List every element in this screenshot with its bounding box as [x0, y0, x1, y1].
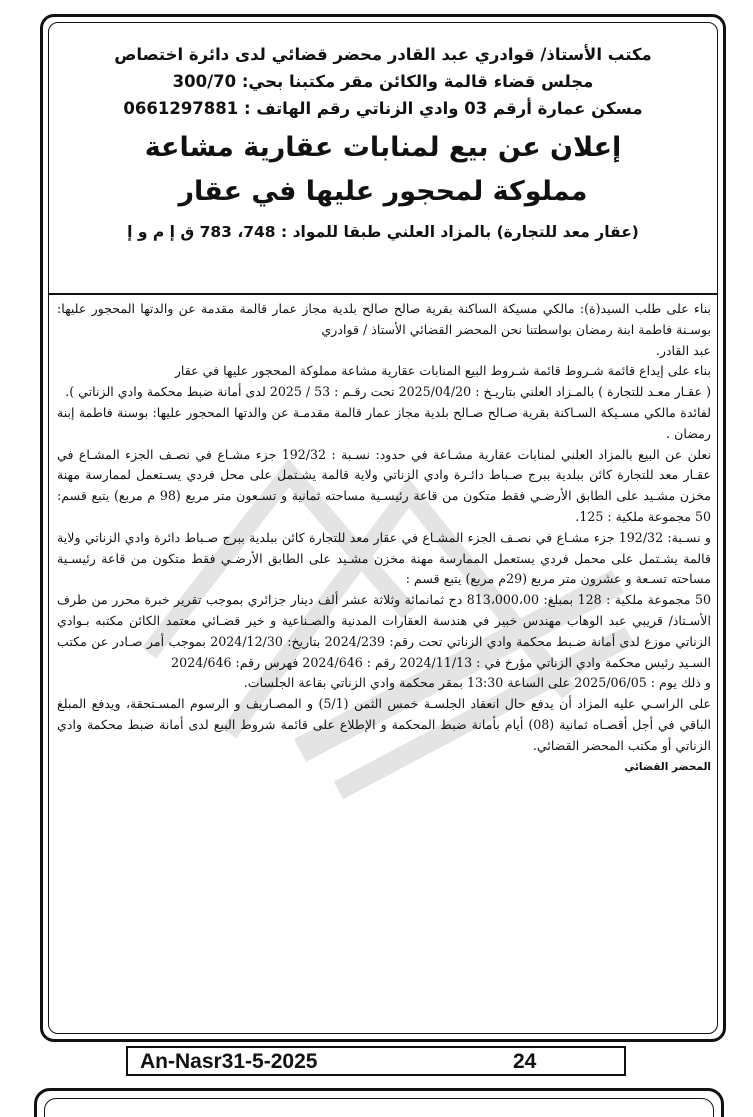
- announcement-subtitle: (عقار معد للتجارة) بالمزاد العلني طبقا للمواد : 748، 783 ق إ م و إ: [127, 223, 639, 241]
- announcement-title-line-2: مملوكة لمحجور عليها في عقار: [178, 176, 588, 207]
- body-paragraph: ( عقـار معـد للتجارة ) بالمـزاد العلني بتاريـخ : 2025/04/20 تحت رقـم : 53 / 2025 لدى أمانة ضبط محكمة وادي الزناتي ).: [65, 384, 711, 400]
- body-paragraph: 50 مجموعة ملكية : 128 بمبلغ: 813،000،00 دج ثمانمائة وثلاثة عشر ألف دينار جزائري بموجب تقرير خبرة محرر من طرف الأسـتاذ/ قريبي عبد الوهاب مهندس خبير في هندسة العقارات المدنية والصـناعية و خير قضـائي معتمد الكائن مكتبه بـوادي الزناتي موزع لدى أمانة ضـبط محكمة وادي الزناتي تحت رقم: 2024/239 بتاريخ: 2024/12/30 بموجب أمر صـادر عن مكتب السـيد رئيس محكمة وادي الزناتي مؤرخ في : 2024/11/13 رقم : 2024/646 فهرس رقم: 2024/646: [57, 592, 712, 670]
- body-paragraph: على الراسـي عليه المزاد أن يدفع حال انعقاد الجلسـة خمس الثمن (5/1) و المصـاريف و الرسوم المسـتحقة، ويدفع المبلغ الباقي في أجل أقصـاه ثمانية (08) أيام بأمانة ضبط المحكمة و الإطلاع على قائمة شروط البيع لدى أمانة ضبط محكمة وادي الزناتي أو مكتب المحضر القضائي.: [57, 696, 711, 753]
- footer-bar: [126, 1046, 626, 1076]
- body-paragraph: نعلن عن البيع بالمزاد العلني لمنابات عقارية مشـاعة في حدود: نسـبة : 192/32 جزء مشـاع في نصـف الجزء المشـاع في عقـار معد للتجارة كائن ببلدية ببرج صـباط دائـرة وادي الزناتي ولاية قالمة يشـتمل على محل فردي يسـتعمل لممارسة مهنة مخزن مشـيد على الطابق الأرضـي فقط متكون من قاعة رئيسـية مساحته ثمانية و تسـعون متر مربع (98 م مربع) يتبع قسم: 50 مجموعة ملكية : 125.: [57, 446, 711, 524]
- next-announcement-inner-border: [44, 1098, 714, 1117]
- publication-reference: An-Nasr31-5-2025: [140, 1050, 318, 1073]
- office-header: [49, 41, 717, 246]
- body-paragraph: و نسـبة: 192/32 جزء مشـاع في نصـف الجزء المشـاع في عقار معد للتجارة كائن ببلدية ببرج صـباط دائرة وادي الزناتي ولاية قالمة يشـتمل على محمل فردي يستعمل الممارسة مهنة مخزن مشـيد على الطابق الأرضـي فقط متكون من قاعة رئيسـية مساحته تسـعة و عشرون متر مربع (29م مربع) يتبع قسم :: [57, 529, 711, 587]
- announcement-box: [48, 22, 718, 1034]
- header-line-1: مكتب الأستاذ/ قوادري عبد القادر محضر قضائي لدى دائرة اختصاص: [114, 45, 652, 64]
- body-paragraph: لفائدة مالكي مسـيكة السـاكنة بقرية صـالح صـالح بلدية مجاز عمار قالمة مقدمـة عن والدتها المحجور عليها: بوسنة فاطمة إبنة رمضان .: [57, 404, 711, 441]
- announcement-body: [57, 299, 711, 777]
- body-paragraph: و ذلك يوم : 2025/06/05 على الساعة 13:30 بمقر محكمة وادي الزناتي بقاعة الجلسات.: [243, 675, 711, 691]
- body-paragraph: بناء على إيداع قائمة شـروط قائمة شـروط البيع المنابات عقارية مشاعة مملوكة المحجور عليها في عقار: [174, 363, 711, 379]
- page-number: 24: [513, 1050, 537, 1073]
- header-line-2: مجلس قضاء قالمة والكائن مقر مكتبنا بحي: 300/70: [172, 72, 594, 91]
- header-divider: [49, 293, 717, 295]
- body-paragraph: بناء على طلب السيد(ة): مالكي مسيكة الساكنة بقرية صالح صالح بلدية مجاز عمار قالمة مقدمة عن والدتها المحجور عليها: بوسـنة فاطمة ابنة رمضان بواسطتنا نحن المحضر القضائي الأستاذ / قوادري: [57, 301, 711, 337]
- signature: المحضر القضائي: [624, 760, 711, 773]
- announcement-title-line-1: إعلان عن بيع لمنابات عقارية مشاعة: [144, 132, 622, 163]
- body-paragraph: عبد القادر.: [655, 342, 711, 358]
- header-line-3: مسكن عمارة أرقم 03 وادي الزناتي رقم الهاتف : 0661297881: [123, 99, 643, 118]
